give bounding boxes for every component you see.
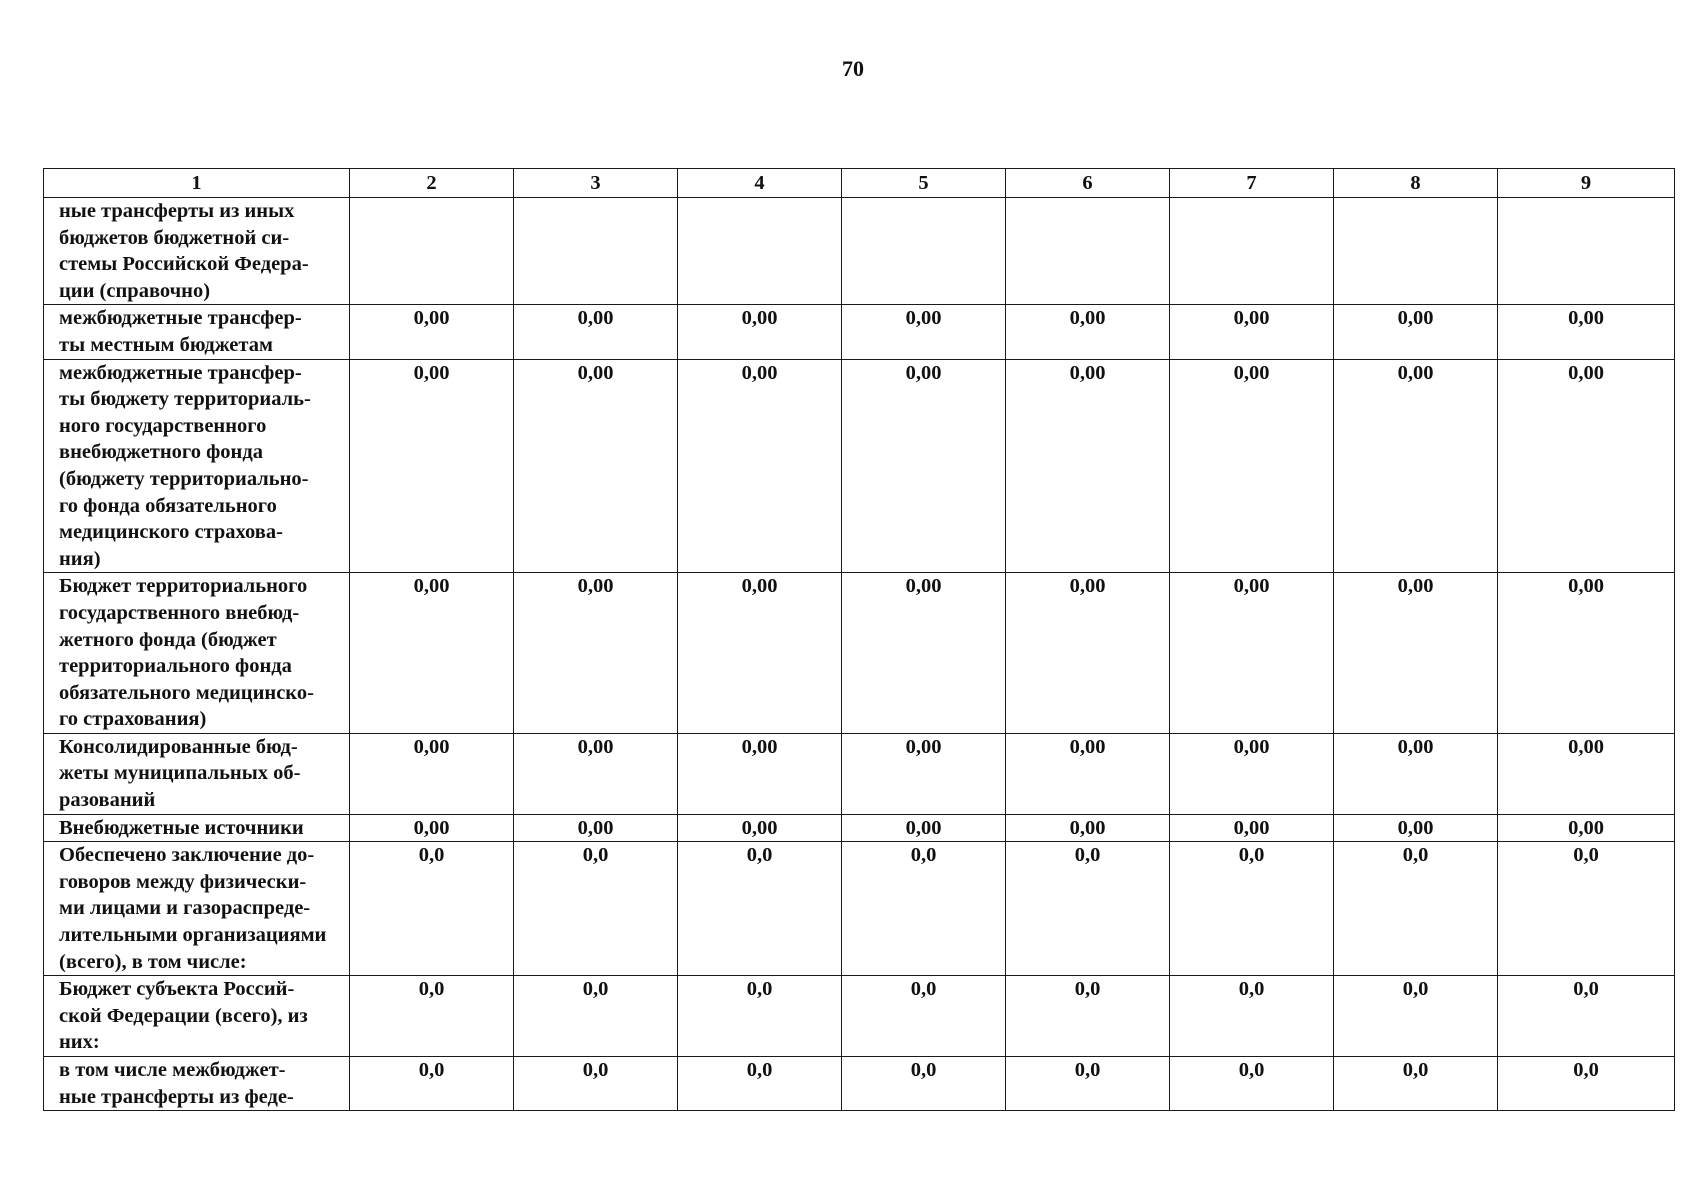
row-label — [44, 305, 350, 359]
value-cell-col-2: 0,00 — [350, 305, 514, 359]
row-label-line: ции (справочно) — [59, 279, 211, 302]
value-cell-col-8: 0,00 — [1334, 814, 1498, 842]
value-cell-col-4: 0,00 — [678, 573, 842, 734]
row-label-line: внебюджетного фонда — [59, 441, 263, 464]
value-cell-col-6: 0,00 — [1006, 733, 1170, 814]
row-label-line: лительными организациями — [59, 924, 327, 947]
value-cell-col-2: 0,00 — [350, 573, 514, 734]
value-cell-col-6: 0,00 — [1006, 305, 1170, 359]
value-cell-col-3: 0,00 — [514, 359, 678, 573]
table-row — [44, 842, 1675, 976]
row-label-line: ми лицами и газораспреде- — [59, 897, 311, 920]
row-label — [44, 573, 350, 734]
value-cell-col-9: 0,00 — [1498, 359, 1675, 573]
row-label — [44, 814, 350, 842]
value-cell-col-4 — [678, 198, 842, 305]
value-cell-col-2: 0,00 — [350, 733, 514, 814]
row-label-line: ные трансферты из феде- — [59, 1085, 294, 1108]
row-label-line: в том числе межбюджет- — [59, 1059, 286, 1081]
value-cell-col-2: 0,0 — [350, 1057, 514, 1111]
value-cell-col-4: 0,0 — [678, 842, 842, 976]
value-cell-col-8: 0,00 — [1334, 359, 1498, 573]
page-number: 70 — [842, 56, 864, 81]
value-cell-col-3: 0,00 — [514, 814, 678, 842]
row-label-line: ного государственного — [59, 414, 267, 437]
value-cell-col-7: 0,0 — [1170, 976, 1334, 1057]
value-cell-col-5 — [842, 198, 1006, 305]
column-number-7: 7 — [1170, 169, 1334, 198]
column-number-9: 9 — [1498, 169, 1675, 198]
row-label — [44, 198, 350, 305]
value-cell-col-7: 0,00 — [1170, 359, 1334, 573]
value-cell-col-9: 0,00 — [1498, 733, 1675, 814]
value-cell-col-5: 0,00 — [842, 305, 1006, 359]
row-label-line: Бюджет субъекта Россий- — [59, 978, 295, 1001]
value-cell-col-4: 0,00 — [678, 733, 842, 814]
table-body — [44, 198, 1675, 1111]
value-cell-col-8 — [1334, 198, 1498, 305]
row-label — [44, 976, 350, 1057]
column-number-6: 6 — [1006, 169, 1170, 198]
value-cell-col-6: 0,00 — [1006, 814, 1170, 842]
table-row — [44, 976, 1675, 1057]
value-cell-col-7: 0,00 — [1170, 733, 1334, 814]
row-label-line: них: — [59, 1031, 100, 1054]
value-cell-col-5: 0,0 — [842, 1057, 1006, 1111]
row-label-line: жеты муниципальных об- — [59, 762, 301, 785]
value-cell-col-9 — [1498, 198, 1675, 305]
value-cell-col-7: 0,00 — [1170, 814, 1334, 842]
value-cell-col-7: 0,00 — [1170, 305, 1334, 359]
value-cell-col-7 — [1170, 198, 1334, 305]
value-cell-col-8: 0,00 — [1334, 305, 1498, 359]
row-label-line: говоров между физически- — [59, 870, 307, 893]
row-label-line: ные трансферты из иных — [59, 200, 295, 222]
value-cell-col-7: 0,00 — [1170, 573, 1334, 734]
value-cell-col-3 — [514, 198, 678, 305]
row-label-line: ты местным бюджетам — [59, 333, 273, 356]
value-cell-col-7: 0,0 — [1170, 1057, 1334, 1111]
row-label-line: Обеспечено заключение до- — [59, 844, 315, 867]
value-cell-col-5: 0,0 — [842, 976, 1006, 1057]
value-cell-col-9: 0,0 — [1498, 976, 1675, 1057]
column-number-2: 2 — [350, 169, 514, 198]
column-number-5: 5 — [842, 169, 1006, 198]
value-cell-col-8: 0,0 — [1334, 976, 1498, 1057]
value-cell-col-4: 0,0 — [678, 976, 842, 1057]
value-cell-col-3: 0,00 — [514, 733, 678, 814]
row-label-line: медицинского страхова- — [59, 521, 283, 544]
value-cell-col-8: 0,00 — [1334, 573, 1498, 734]
value-cell-col-4: 0,00 — [678, 814, 842, 842]
value-cell-col-8: 0,0 — [1334, 1057, 1498, 1111]
value-cell-col-5: 0,00 — [842, 814, 1006, 842]
value-cell-col-6: 0,00 — [1006, 359, 1170, 573]
column-number-1: 1 — [44, 169, 350, 198]
value-cell-col-2: 0,00 — [350, 359, 514, 573]
value-cell-col-5: 0,00 — [842, 573, 1006, 734]
table-row — [44, 359, 1675, 573]
row-label-line: обязательного медицинско- — [59, 681, 314, 704]
table-row — [44, 814, 1675, 842]
row-label-line: стемы Российской Федера- — [59, 253, 309, 276]
row-label-line: разований — [59, 789, 156, 812]
row-label-line: бюджетов бюджетной си- — [59, 226, 290, 249]
value-cell-col-5: 0,0 — [842, 842, 1006, 976]
row-label-line: (всего), в том числе: — [59, 950, 247, 973]
table-row — [44, 198, 1675, 305]
value-cell-col-9: 0,00 — [1498, 814, 1675, 842]
row-label-line: ской Федерации (всего), из — [59, 1004, 308, 1027]
value-cell-col-4: 0,00 — [678, 305, 842, 359]
row-label — [44, 842, 350, 976]
value-cell-col-2 — [350, 198, 514, 305]
row-label-line: Бюджет территориального — [59, 575, 308, 598]
column-number-row — [44, 169, 1675, 198]
value-cell-col-7: 0,0 — [1170, 842, 1334, 976]
row-label-line: ния) — [59, 547, 101, 570]
row-label-line: жетного фонда (бюджет — [59, 628, 277, 651]
value-cell-col-6: 0,0 — [1006, 842, 1170, 976]
value-cell-col-9: 0,0 — [1498, 842, 1675, 976]
column-number-4: 4 — [678, 169, 842, 198]
value-cell-col-8: 0,0 — [1334, 842, 1498, 976]
row-label-line: го страхования) — [59, 708, 207, 731]
value-cell-col-6: 0,0 — [1006, 976, 1170, 1057]
row-label-line: межбюджетные трансфер- — [59, 361, 302, 384]
column-number-3: 3 — [514, 169, 678, 198]
table-row — [44, 733, 1675, 814]
value-cell-col-3: 0,0 — [514, 976, 678, 1057]
value-cell-col-6: 0,00 — [1006, 573, 1170, 734]
value-cell-col-2: 0,0 — [350, 842, 514, 976]
row-label-line: ты бюджету территориаль- — [59, 388, 311, 411]
value-cell-col-3: 0,0 — [514, 842, 678, 976]
row-label — [44, 733, 350, 814]
value-cell-col-9: 0,0 — [1498, 1057, 1675, 1111]
value-cell-col-5: 0,00 — [842, 359, 1006, 573]
row-label-line: го фонда обязательного — [59, 494, 277, 517]
row-label-line: государственного внебюд- — [59, 601, 300, 624]
value-cell-col-3: 0,00 — [514, 305, 678, 359]
value-cell-col-3: 0,0 — [514, 1057, 678, 1111]
value-cell-col-4: 0,00 — [678, 359, 842, 573]
row-label-line: (бюджету территориально- — [59, 467, 309, 490]
table-row — [44, 573, 1675, 734]
value-cell-col-3: 0,00 — [514, 573, 678, 734]
column-number-8: 8 — [1334, 169, 1498, 198]
value-cell-col-5: 0,00 — [842, 733, 1006, 814]
value-cell-col-6: 0,0 — [1006, 1057, 1170, 1111]
value-cell-col-4: 0,0 — [678, 1057, 842, 1111]
value-cell-col-6 — [1006, 198, 1170, 305]
value-cell-col-9: 0,00 — [1498, 305, 1675, 359]
row-label-line: территориального фонда — [59, 655, 292, 678]
value-cell-col-8: 0,00 — [1334, 733, 1498, 814]
table-row — [44, 305, 1675, 359]
row-label-line: Внебюджетные источники — [59, 816, 304, 839]
row-label — [44, 359, 350, 573]
table-row — [44, 1057, 1675, 1111]
row-label-line: Консолидированные бюд- — [59, 735, 298, 758]
value-cell-col-9: 0,00 — [1498, 573, 1675, 734]
value-cell-col-2: 0,0 — [350, 976, 514, 1057]
budget-table — [43, 168, 1675, 1111]
value-cell-col-2: 0,00 — [350, 814, 514, 842]
row-label — [44, 1057, 350, 1111]
row-label-line: межбюджетные трансфер- — [59, 307, 302, 330]
